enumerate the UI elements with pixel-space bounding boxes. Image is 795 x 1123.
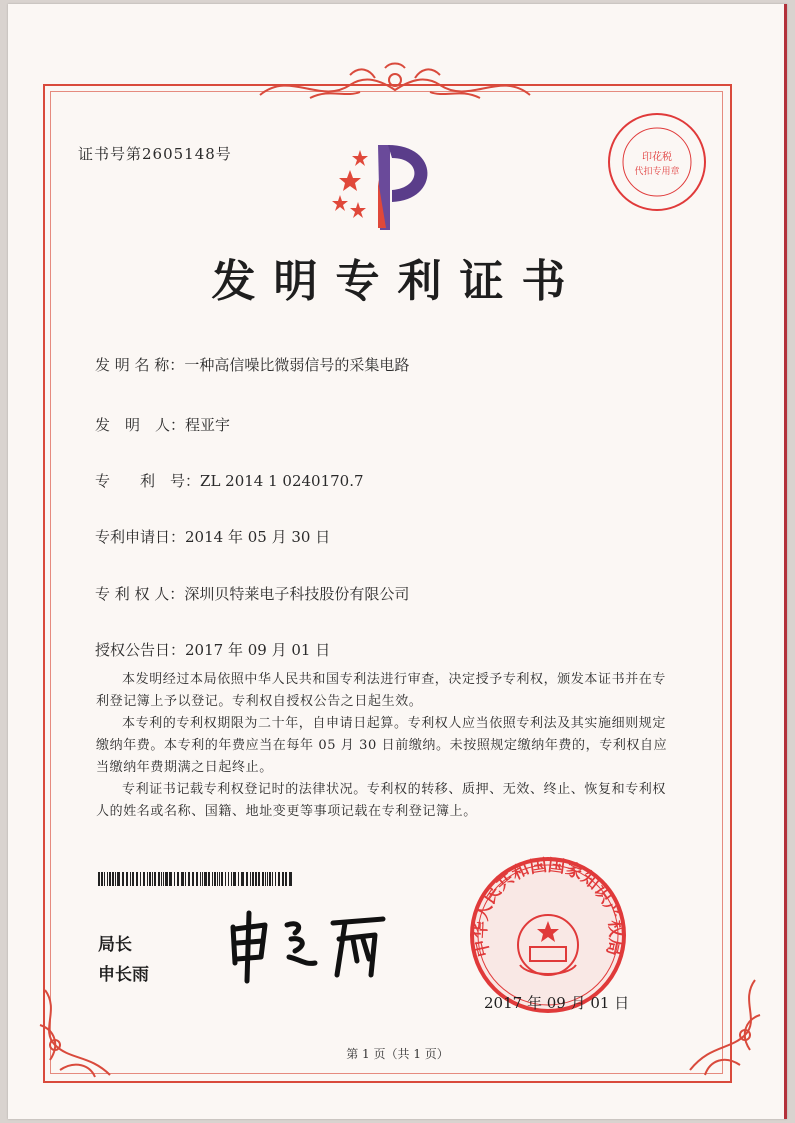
field-label: 发 明 人： — [95, 416, 186, 434]
barcode-bar — [98, 872, 100, 886]
paragraph: 本发明经过本局依照中华人民共和国专利法进行审查，决定授予专利权，颁发本证书并在专利登记簿上予以登记。专利权自授权公告之日起生效。 — [96, 672, 667, 709]
barcode-bar — [165, 872, 168, 886]
bottom-right-ornament-icon — [680, 975, 770, 1085]
field-value: 2017 年 09 月 01 日 — [185, 641, 331, 659]
barcode-bar — [214, 872, 216, 886]
barcode-bar — [192, 872, 194, 886]
barcode-bar — [282, 872, 284, 886]
field-grant-date — [95, 639, 330, 660]
barcode-icon — [98, 872, 298, 886]
barcode-bar — [161, 872, 162, 886]
field-invention-name — [95, 354, 409, 375]
barcode-bar — [104, 872, 105, 886]
barcode-bar — [117, 872, 120, 886]
barcode-bar — [112, 872, 114, 886]
field-value: ZL 2014 1 0240170.7 — [200, 472, 364, 490]
seal-ring-text: 中华人民共和国国家知识产权局 — [470, 855, 626, 959]
barcode-bar — [241, 872, 244, 886]
barcode-bar — [140, 872, 141, 886]
barcode-bar — [196, 872, 198, 886]
field-inventor — [95, 414, 230, 435]
director-title: 局长 — [98, 935, 132, 955]
barcode-bar — [158, 872, 160, 886]
field-value: 一种高信噪比微弱信号的采集电路 — [184, 356, 410, 374]
paragraph: 专利证书记载专利权登记时的法律状况。专利权的转移、质押、无效、终止、恢复和专利权人的姓名或名称、国籍、地址变更等事项记载在专利登记簿上。 — [96, 782, 667, 819]
certificate-title: 发明专利证书 — [211, 256, 584, 307]
barcode-bar — [107, 872, 108, 886]
stamp-line-1: 印花税 — [642, 152, 672, 163]
barcode-bar — [250, 872, 251, 886]
issue-date: 2017 年 09 月 01 日 — [484, 994, 630, 1012]
certificate-number: 证书号第2605148号 — [78, 145, 232, 163]
barcode-bar — [233, 872, 236, 886]
page-number: 第 1 页（共 1 页） — [346, 1047, 449, 1061]
field-value: 深圳贝特莱电子科技股份有限公司 — [184, 585, 410, 603]
official-seal-icon — [468, 855, 628, 1015]
director-name: 申长雨 — [98, 965, 149, 985]
barcode-bar — [181, 872, 184, 886]
barcode-bar — [262, 872, 264, 886]
barcode-bar — [147, 872, 148, 886]
barcode-bar — [185, 872, 186, 886]
tax-stamp-icon — [605, 110, 710, 215]
field-patentee — [95, 583, 409, 604]
barcode-bar — [204, 872, 207, 886]
bottom-left-ornament-icon — [30, 985, 120, 1085]
barcode-bar — [202, 872, 203, 886]
barcode-bar — [212, 872, 213, 886]
barcode-bar — [278, 872, 280, 886]
field-label: 专 利 号： — [95, 472, 201, 490]
field-label: 专 利 权 人： — [95, 585, 185, 603]
barcode-bar — [136, 872, 138, 886]
barcode-bar — [246, 872, 248, 886]
barcode-bar — [132, 872, 134, 886]
top-ornament-icon — [250, 60, 540, 110]
barcode-bar — [285, 872, 287, 886]
barcode-bar — [255, 872, 257, 886]
field-patent-number — [95, 470, 364, 491]
barcode-bar — [217, 872, 218, 886]
legal-text — [96, 669, 676, 823]
barcode-bar — [122, 872, 124, 886]
barcode-bar — [126, 872, 128, 886]
barcode-bar — [228, 872, 229, 886]
barcode-bar — [109, 872, 111, 886]
barcode-bar — [258, 872, 260, 886]
barcode-bar — [101, 872, 103, 886]
handwritten-signature-icon — [225, 905, 395, 985]
barcode-bar — [169, 872, 172, 886]
barcode-bar — [238, 872, 239, 886]
barcode-bar — [149, 872, 151, 886]
barcode-bar — [289, 872, 292, 886]
barcode-bar — [143, 872, 145, 886]
barcode-bar — [252, 872, 254, 886]
barcode-bar — [130, 872, 131, 886]
paragraph: 本专利的专利权期限为二十年，自申请日起算。专利权人应当依照专利法及其实施细则规定缴纳年费。本专利的年费应当在每年 05 月 30 日前缴纳。未按照规定缴纳年费的，专利权自应当缴纳年费期满之日起终止。 — [96, 716, 668, 775]
barcode-bar — [188, 872, 190, 886]
barcode-bar — [272, 872, 273, 886]
barcode-bar — [174, 872, 175, 886]
barcode-bar — [154, 872, 156, 886]
barcode-bar — [267, 872, 268, 886]
barcode-bar — [115, 872, 116, 886]
field-label: 专利申请日： — [95, 528, 186, 546]
barcode-bar — [152, 872, 153, 886]
field-value: 程亚宇 — [185, 416, 231, 434]
barcode-bar — [231, 872, 232, 886]
barcode-bar — [163, 872, 164, 886]
barcode-bar — [275, 872, 276, 886]
barcode-bar — [225, 872, 226, 886]
barcode-bar — [208, 872, 210, 886]
field-label: 授权公告日： — [95, 641, 186, 659]
barcode-bar — [200, 872, 201, 886]
field-value: 2014 年 05 月 30 日 — [185, 528, 331, 546]
stamp-line-2: 代扣专用章 — [634, 167, 680, 177]
field-application-date — [95, 526, 330, 547]
barcode-bar — [221, 872, 223, 886]
barcode-bar — [265, 872, 266, 886]
barcode-bar — [269, 872, 271, 886]
field-label: 发 明 名 称： — [95, 356, 185, 374]
patent-office-logo-icon — [330, 140, 450, 235]
barcode-bar — [219, 872, 220, 886]
barcode-bar — [177, 872, 179, 886]
